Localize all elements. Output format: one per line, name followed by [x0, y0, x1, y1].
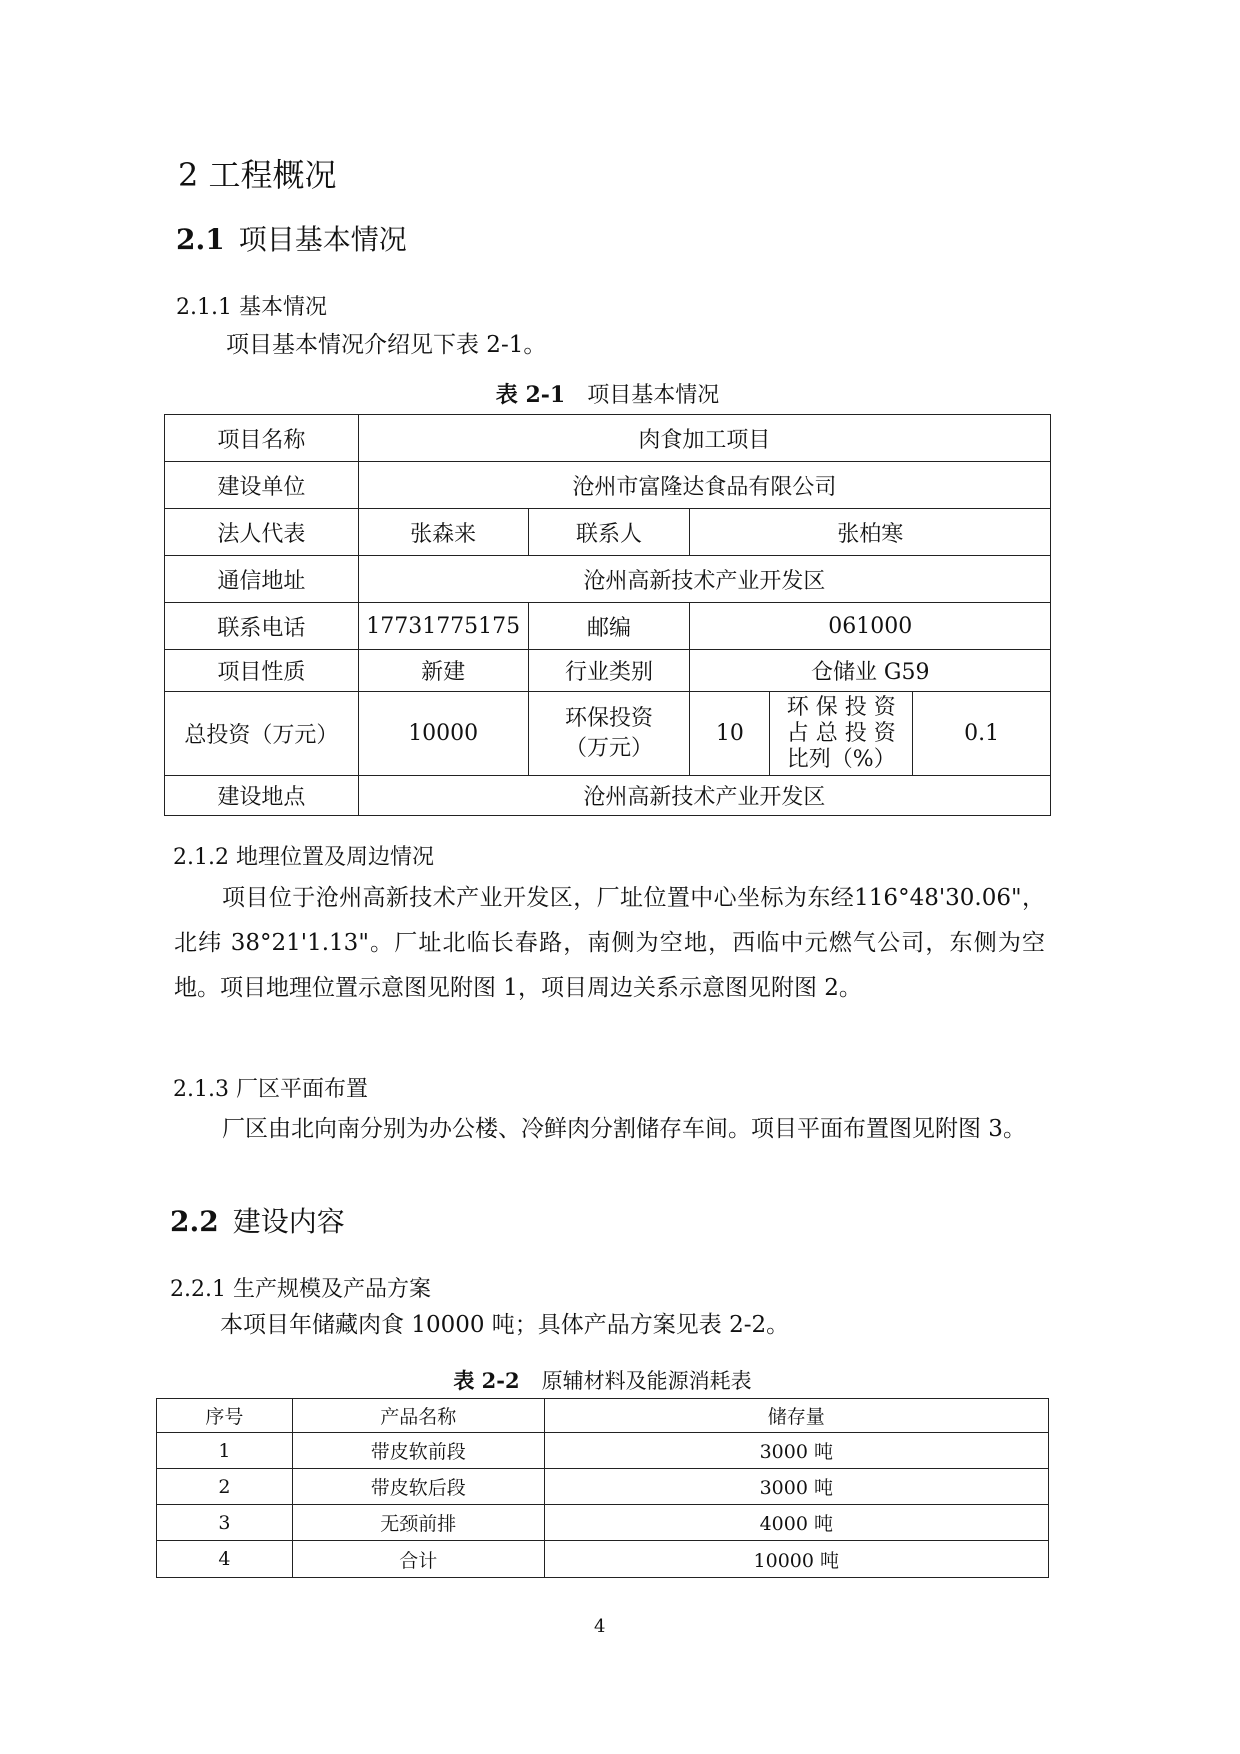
storage-amount: 10000 吨 [544, 1541, 1048, 1578]
product-name: 带皮软前段 [292, 1433, 544, 1469]
product-name: 无颈前排 [292, 1505, 544, 1541]
cell-value: 肉食加工项目 [358, 415, 1050, 462]
scale-paragraph: 本项目年储藏肉食 10000 吨；具体产品方案见表 2-2。 [220, 1312, 790, 1338]
storage-amount: 4000 吨 [544, 1505, 1048, 1541]
cell-value: 新建 [358, 650, 528, 692]
project-info-table [164, 414, 1051, 816]
env-invest-label-line: 环保投资 [565, 705, 654, 731]
table2-caption-number: 表 2-2 [453, 1368, 520, 1393]
subsection-heading-2-2 [170, 1200, 345, 1240]
cell-value: 沧州高新技术产业开发区 [358, 556, 1050, 603]
cell-value: 张柏寒 [690, 509, 1051, 556]
heading-number: 2.2 [170, 1205, 219, 1238]
table2-caption-title: 原辅材料及能源消耗表 [541, 1369, 752, 1393]
cell-label: 总投资（万元） [165, 692, 359, 776]
cell-value: 10 [690, 692, 770, 776]
cell-label: 邮编 [528, 603, 690, 650]
cell-value: 张森来 [358, 509, 528, 556]
table1-caption-title: 项目基本情况 [587, 383, 720, 408]
table-header-row [157, 1399, 1049, 1433]
product-table [156, 1398, 1049, 1578]
product-name: 带皮软后段 [292, 1469, 544, 1505]
cell-value: 沧州高新技术产业开发区 [358, 776, 1050, 816]
column-header: 储存量 [544, 1399, 1048, 1433]
table2-caption [156, 1365, 1049, 1395]
ratio-label-line: 环 保 投 资 [786, 694, 896, 720]
table-row [157, 1469, 1049, 1505]
env-invest-label-line: （万元） [565, 735, 654, 761]
heading-2-2-1: 2.2.1 生产规模及产品方案 [170, 1277, 431, 1302]
ratio-label-line: 比列（%） [786, 746, 896, 772]
table-row [157, 1505, 1049, 1541]
cell-label: 法人代表 [165, 509, 359, 556]
heading-title: 建设内容 [232, 1205, 345, 1238]
column-header: 产品名称 [292, 1399, 544, 1433]
heading-2-1-1: 2.1.1 基本情况 [176, 295, 327, 320]
table-row [157, 1433, 1049, 1469]
cell-label: 行业类别 [528, 650, 690, 692]
cell-value: 17731775175 [358, 603, 528, 650]
storage-amount: 3000 吨 [544, 1469, 1048, 1505]
heading-2-1-3: 2.1.3 厂区平面布置 [173, 1077, 368, 1102]
heading-number: 2.1 [176, 223, 225, 256]
heading-2-1-2: 2.1.2 地理位置及周边情况 [173, 845, 434, 870]
layout-paragraph: 厂区由北向南分别为办公楼、冷鲜肉分割储存车间。项目平面布置图见附图 3。 [222, 1116, 1026, 1142]
cell-label: 项目性质 [165, 650, 359, 692]
cell-label: 联系电话 [165, 603, 359, 650]
intro-paragraph: 项目基本情况介绍见下表 2-1。 [226, 332, 547, 358]
cell-value: 0.1 [913, 692, 1051, 776]
table1-caption-number: 表 2-1 [495, 382, 566, 408]
cell-value: 10000 [358, 692, 528, 776]
cell-label: 建设地点 [165, 776, 359, 816]
cell-label: 通信地址 [165, 556, 359, 603]
cell-label [770, 692, 913, 776]
table1-caption [164, 378, 1051, 409]
section-heading: 2 工程概况 [178, 156, 337, 194]
table-row [157, 1541, 1049, 1578]
page-number: 4 [594, 1616, 606, 1637]
row-index: 3 [157, 1505, 293, 1541]
column-header: 序号 [157, 1399, 293, 1433]
ratio-label-line: 占 总 投 资 [786, 720, 896, 746]
row-index: 2 [157, 1469, 293, 1505]
cell-label: 联系人 [528, 509, 690, 556]
row-index: 1 [157, 1433, 293, 1469]
location-paragraph: 项目位于沧州高新技术产业开发区，厂址位置中心坐标为东经116°48'30.06"，北纬 38°21'1.13"。厂址北临长春路，南侧为空地，西临中元燃气公司，东侧为空地。项目地理位置示意图见附图 1，项目周边关系示意图见附图 2。 [174, 885, 1045, 1001]
cell-label: 项目名称 [165, 415, 359, 462]
product-name: 合计 [292, 1541, 544, 1578]
cell-value: 沧州市富隆达食品有限公司 [358, 462, 1050, 509]
cell-value: 仓储业 G59 [690, 650, 1051, 692]
row-index: 4 [157, 1541, 293, 1578]
subsection-heading-2-1 [176, 218, 407, 258]
cell-label [528, 692, 690, 776]
cell-label: 建设单位 [165, 462, 359, 509]
storage-amount: 3000 吨 [544, 1433, 1048, 1469]
cell-value: 061000 [690, 603, 1051, 650]
heading-title: 项目基本情况 [238, 223, 407, 256]
